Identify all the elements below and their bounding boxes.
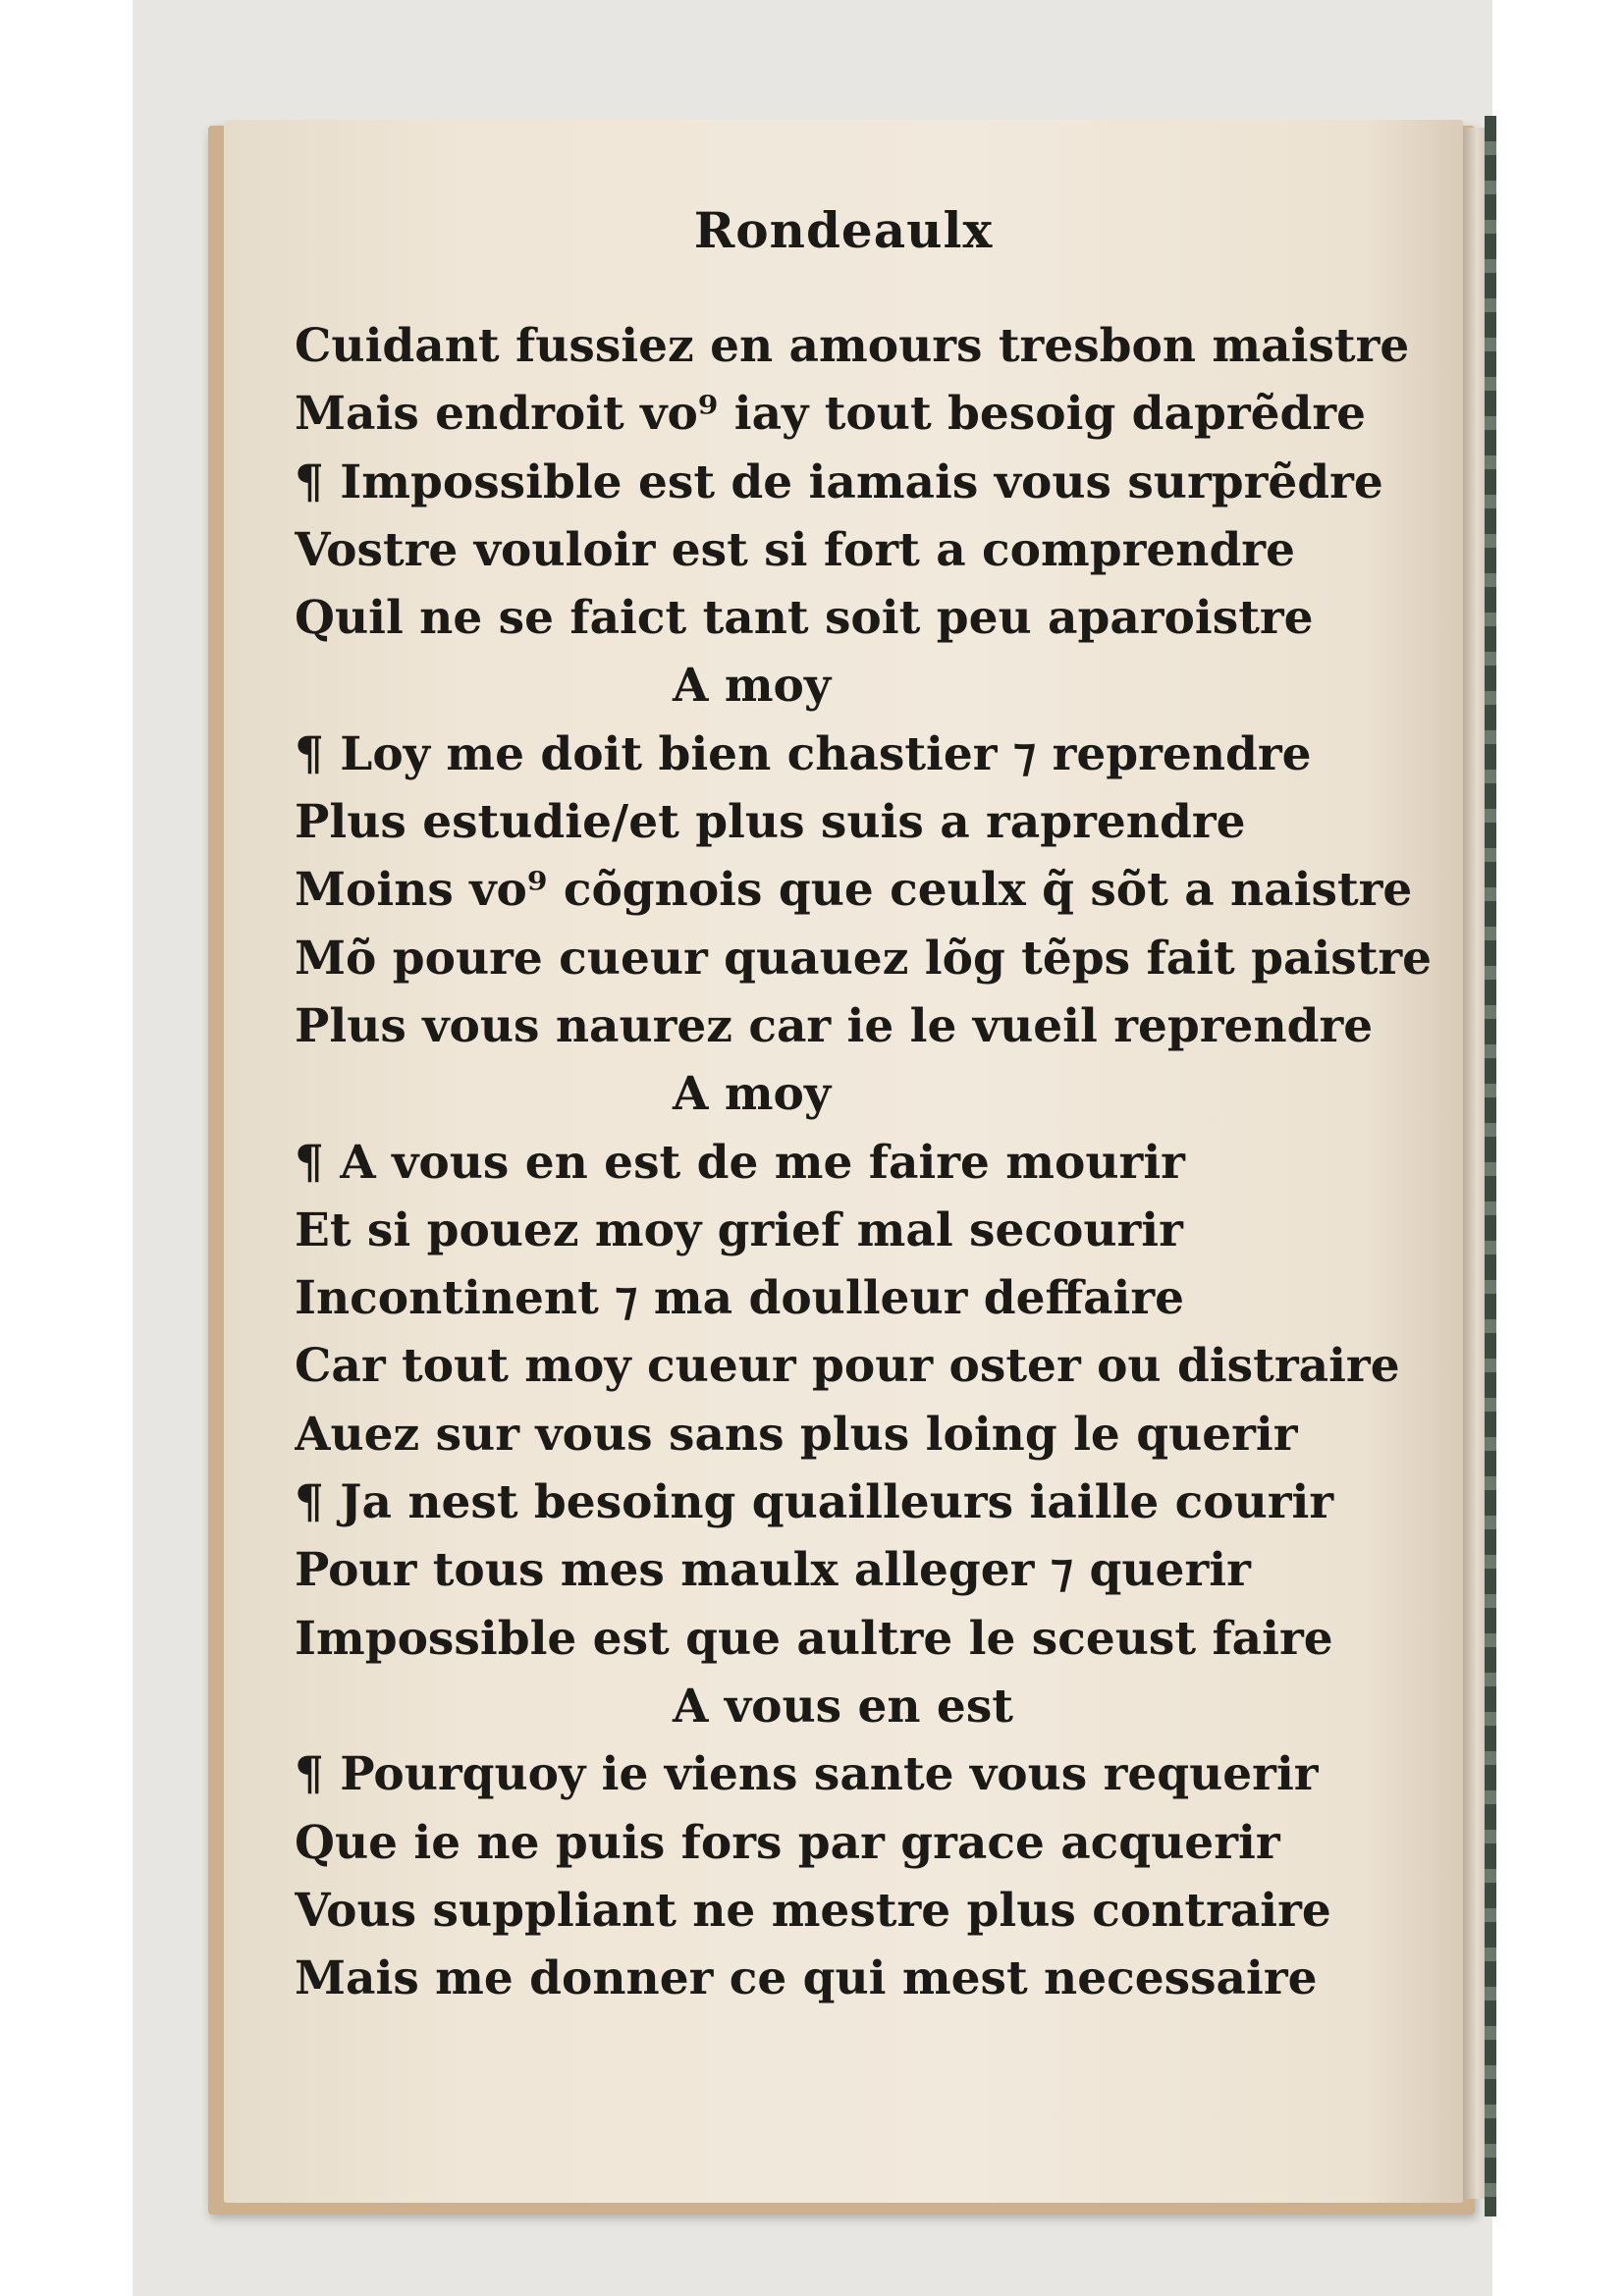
- poem-line: Pour tous mes maulx alleger ⁊ querir: [295, 1543, 1251, 1598]
- poem-line: ¶ Ja nest besoing quailleurs iaille courir: [295, 1475, 1334, 1530]
- poem-line: A moy: [673, 1067, 832, 1122]
- poem-line: Cuidant fussiez en amours tresbon maistre: [295, 319, 1410, 373]
- running-head: Rondeaulx: [693, 201, 994, 259]
- poem-line: A vous en est: [673, 1679, 1013, 1734]
- poem-line: ¶ Loy me doit bien chastier ⁊ reprendre: [295, 726, 1312, 781]
- poem-line: ¶ Impossible est de iamais vous surprẽdre: [295, 454, 1383, 509]
- poem-line: Mais me donner ce qui mest necessaire: [295, 1951, 1318, 2006]
- poem-line: Quil ne se faict tant soit peu aparoistre: [295, 591, 1314, 646]
- poem-line: Mais endroit vo⁹ iay tout besoig daprẽdre: [295, 387, 1367, 442]
- poem-line: Incontinent ⁊ ma doulleur deffaire: [295, 1271, 1185, 1326]
- poem-line: Vous suppliant ne mestre plus contraire: [295, 1883, 1331, 1938]
- poem-text: [295, 312, 1468, 2012]
- poem-line: Car tout moy cueur pour oster ou distraire: [295, 1339, 1400, 1394]
- poem-line: Et si pouez moy grief mal secourir: [295, 1202, 1183, 1257]
- poem-line: Plus estudie/et plus suis a raprendre: [295, 795, 1246, 850]
- poem-line: Mõ poure cueur quauez lõg tẽps fait paistre: [295, 931, 1433, 986]
- poem-line: ¶ Pourquoy ie viens sante vous requerir: [295, 1747, 1319, 1802]
- poem-line: ¶ A vous en est de me faire mourir: [295, 1135, 1185, 1190]
- book-binding: [1485, 116, 1496, 2216]
- poem-line: A moy: [673, 659, 832, 714]
- poem-line: Plus vous naurez car ie le vueil reprendre: [295, 998, 1374, 1053]
- poem-line: Que ie ne puis fors par grace acquerir: [295, 1815, 1280, 1870]
- poem-line: Auez sur vous sans plus loing le querir: [295, 1407, 1298, 1462]
- poem-line: Impossible est que aultre le sceust faire: [295, 1611, 1333, 1666]
- poem-line: Vostre vouloir est si fort a comprendre: [295, 522, 1295, 577]
- poem-line: Moins vo⁹ cõgnois que ceulx q̃ sõt a naistre: [295, 863, 1413, 918]
